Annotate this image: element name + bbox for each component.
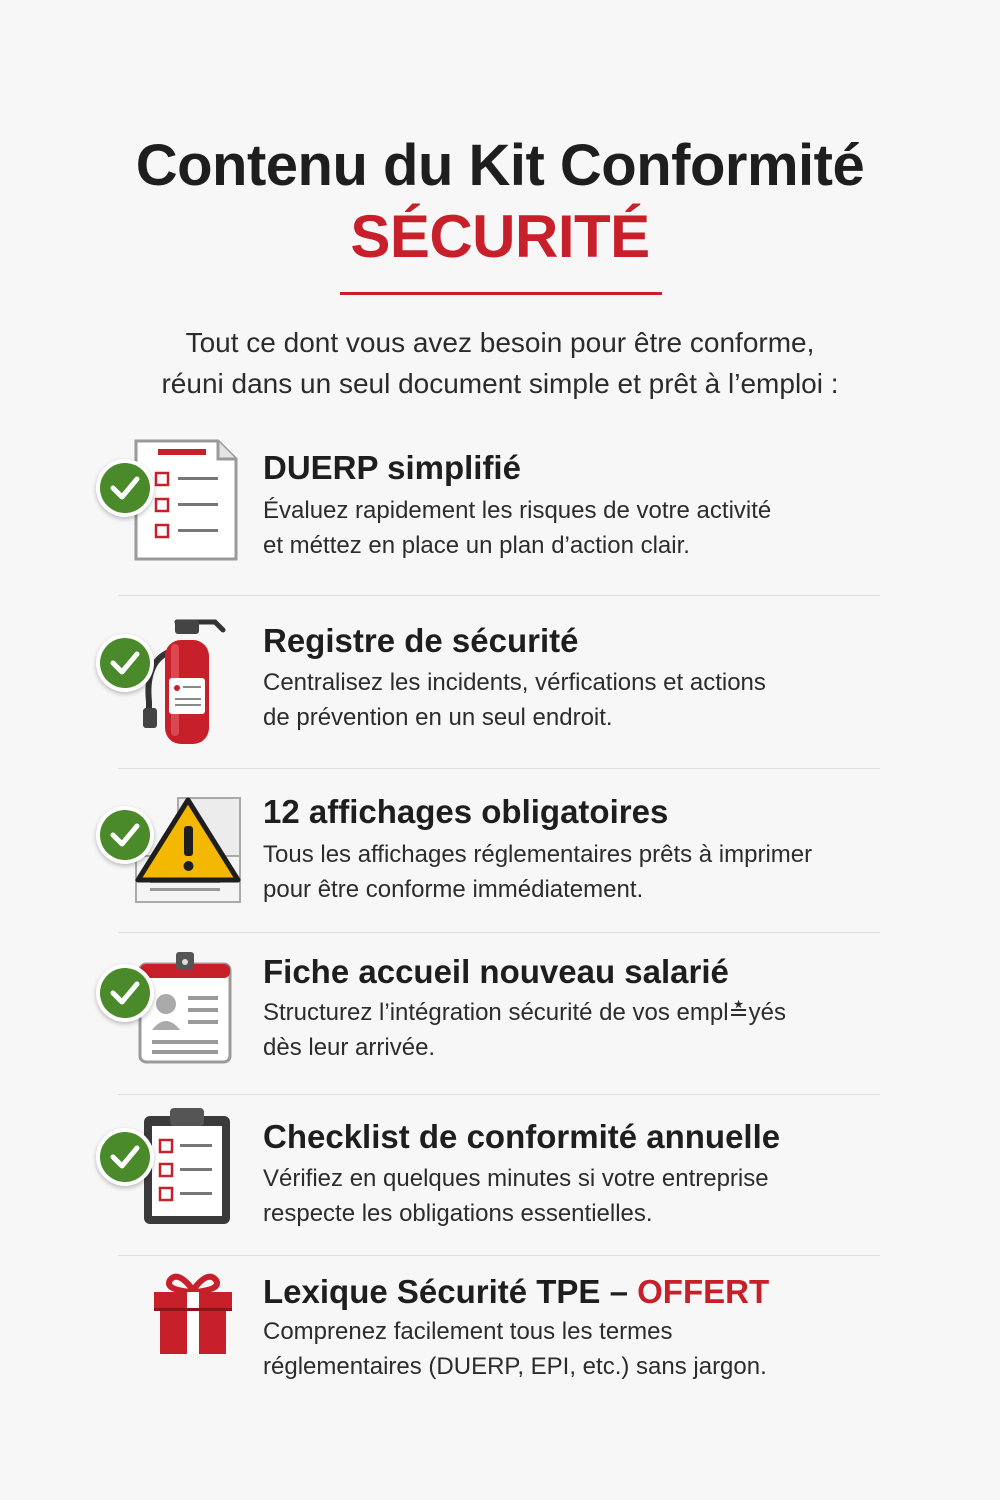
item-description-line-1: Évaluez rapidement les risques de votre activité (263, 497, 772, 524)
divider (118, 1094, 880, 1095)
item-description (263, 1314, 893, 1384)
gift-icon (90, 1270, 250, 1410)
id-badge-icon (90, 950, 250, 1090)
item-description-line-1: Vérifiez en quelques minutes si votre entreprise (263, 1165, 769, 1192)
item-title: 12 affichages obligatoires (263, 793, 669, 830)
item-description-line-2: respecte les obligations essentielles. (263, 1200, 653, 1227)
page-subtitle: SÉCURITÉ (350, 203, 650, 270)
intro-line-2: réuni dans un seul document simple et prêt à l’emploi : (161, 368, 839, 399)
divider (118, 932, 880, 933)
check-icon (96, 806, 154, 864)
check-icon (96, 1128, 154, 1186)
divider (118, 595, 880, 596)
title-underline (340, 292, 662, 295)
item-description-line-2: de prévention en un seul endroit. (263, 704, 613, 731)
item-description-line-1: Comprenez facilement tous les termes (263, 1318, 673, 1345)
item-title: Fiche accueil nouveau salarié (263, 953, 729, 990)
item-description-line-1: Tous les affichages réglementaires prêts à imprimer (263, 841, 813, 868)
intro-line-1: Tout ce dont vous avez besoin pour être conforme, (185, 327, 815, 358)
item-description (263, 665, 893, 735)
item-title: Checklist de conformité annuelle (263, 1118, 781, 1155)
check-icon (96, 964, 154, 1022)
item-description-line-2: pour être conforme immédiatement. (263, 876, 644, 903)
divider (118, 768, 880, 769)
check-icon (96, 634, 154, 692)
item-title (263, 1273, 769, 1311)
item-description (263, 995, 893, 1065)
fire-extinguisher-icon (90, 612, 250, 752)
offer-highlight: OFFERT (637, 1273, 770, 1310)
item-title: DUERP simplifié (263, 449, 521, 486)
document-checklist-icon (90, 435, 250, 575)
item-title-text: Lexique Sécurité TPE – (263, 1273, 638, 1310)
item-title: Registre de sécurité (263, 622, 579, 659)
intro-text (120, 322, 880, 404)
item-description (263, 837, 893, 907)
item-description-line-1: Centralisez les incidents, vérfications et actions (263, 669, 766, 696)
warning-sign-icon (90, 790, 250, 930)
item-description (263, 493, 893, 563)
check-icon (96, 459, 154, 517)
divider (118, 1255, 880, 1256)
item-description-line-2: et méttez en place un plan d’action clair. (263, 532, 690, 559)
item-description-line-2: réglementaires (DUERP, EPI, etc.) sans jargon. (263, 1353, 767, 1380)
item-description-line-1: Structurez l’intégration sécurité de vos empl≛yés (263, 999, 787, 1026)
item-description-line-2: dès leur arrivée. (263, 1034, 436, 1061)
item-description (263, 1161, 893, 1231)
page-title: Contenu du Kit Conformité (135, 133, 865, 198)
clipboard-checklist-icon (90, 1106, 250, 1246)
